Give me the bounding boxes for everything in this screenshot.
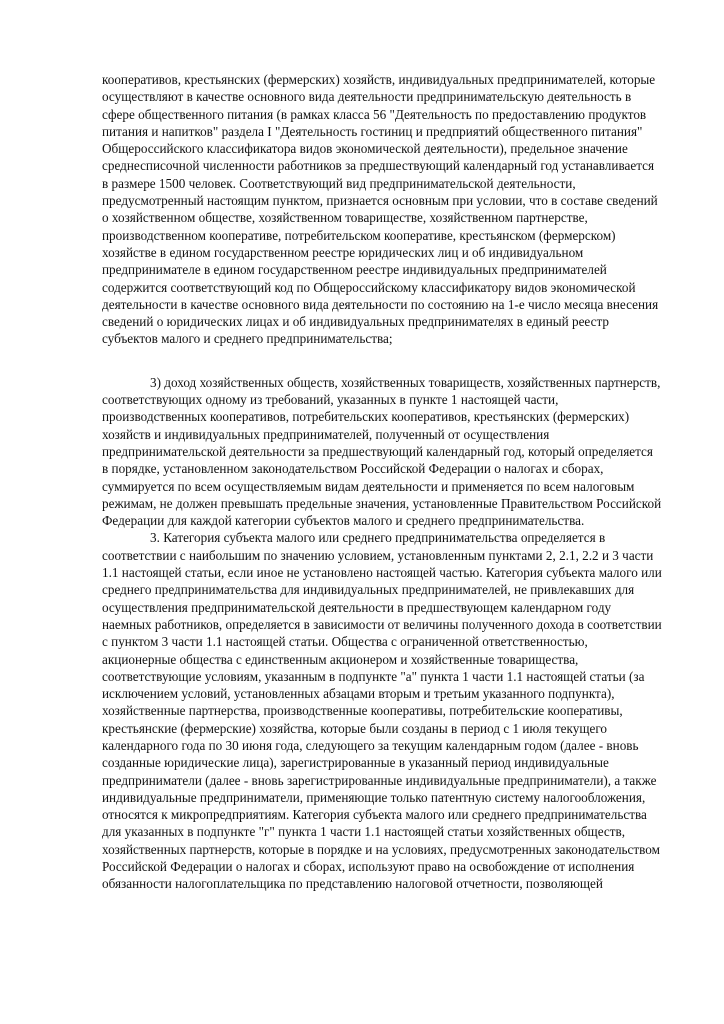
- paragraph-item-3-income: 3) доход хозяйственных обществ, хозяйственных товариществ, хозяйственных партнерств, соответствующих одному из требований, указанных в пункте 1 настоящей части, производственных кооперативов, потребительских кооперативов, крестьянских (фермерских) хозяйств и индивидуальных предпринимателей, полученный от осуществления предпринимательской деятельности за предшествующий календарный год, который определяется в порядке, установленном законодательством Российской Федерации о налогах и сборах, суммируется по всем осуществляемым видам деятельности и применяется по всем налоговым режимам, не должен превышать предельные значения, установленные Правительством Российской Федерации для каждой категории субъектов малого и среднего предпринимательства.: [102, 374, 662, 529]
- paragraph-continuation: кооперативов, крестьянских (фермерских) хозяйств, индивидуальных предпринимателей, которые осуществляют в качестве основного вида деятельности предпринимательскую деятельность в сфере общественного питания (в рамках класса 56 "Деятельность по предоставлению продуктов питания и напитков" раздела I "Деятельность гостиниц и предприятий общественного питания" Общероссийского классификатора видов экономической деятельности), предельное значение среднесписочной численности работников за предшествующий календарный год устанавливается в размере 1500 человек. Соответствующий вид предпринимательской деятельности, предусмотренный настоящим пунктом, признается основным при условии, что в составе сведений о хозяйственном обществе, хозяйственном товариществе, хозяйственном партнерстве, производственном кооперативе, потребительском кооперативе, крестьянском (фермерском) хозяйстве в едином государственном реестре юридических лиц и об индивидуальном предпринимателе в едином государственном реестре индивидуальных предпринимателей содержится соответствующий код по Общероссийскому классификатору видов экономической деятельности в качестве основного вида деятельности по состоянию на 1-е число месяца внесения сведений о юридических лицах и об индивидуальных предпринимателях в единый реестр субъектов малого и среднего предпринимательства;: [102, 72, 659, 347]
- paragraph-part-3-category: 3. Категория субъекта малого или среднего предпринимательства определяется в соответствии с наибольшим по значению условием, установленным пунктами 2, 2.1, 2.2 и 3 части 1.1 настоящей статьи, если иное не установлено настоящей частью. Категория субъекта малого или среднего предпринимательства для индивидуальных предпринимателей, не привлекавших для осуществления предпринимательской деятельности в предшествующем календарном году наемных работников, определяется в зависимости от величины полученного дохода в соответствии с пунктом 3 части 1.1 настоящей статьи. Общества с ограниченной ответственностью, акционерные общества с единственным акционером и хозяйственные товарищества, соответствующие условиям, указанным в подпункте "а" пункта 1 части 1.1 настоящей статьи (за исключением условий, установленных абзацами вторым и третьим указанного подпункта), хозяйственные партнерства, производственные кооперативы, потребительские кооперативы, крестьянские (фермерские) хозяйства, которые были созданы в период с 1 июля текущего календарного года по 30 июня года, следующего за текущим календарным годом (далее - вновь созданные юридические лица), зарегистрированные в указанный период индивидуальные предприниматели (далее - вновь зарегистрированные индивидуальные предприниматели), а также индивидуальные предприниматели, применяющие только патентную систему налогообложения, относятся к микропредприятиям. Категория субъекта малого или среднего предпринимательства для указанных в подпункте "г" пункта 1 части 1.1 настоящей статьи хозяйственных обществ, хозяйственных партнерств, которые в порядке и на условиях, предусмотренных законодательством Российской Федерации о налогах и сборах, используют право на освобождение от исполнения обязанности налогоплательщика по представлению налоговой отчетности, позволяющей: [102, 530, 662, 892]
- paragraph-gap: [102, 348, 662, 374]
- document-page: [102, 71, 662, 893]
